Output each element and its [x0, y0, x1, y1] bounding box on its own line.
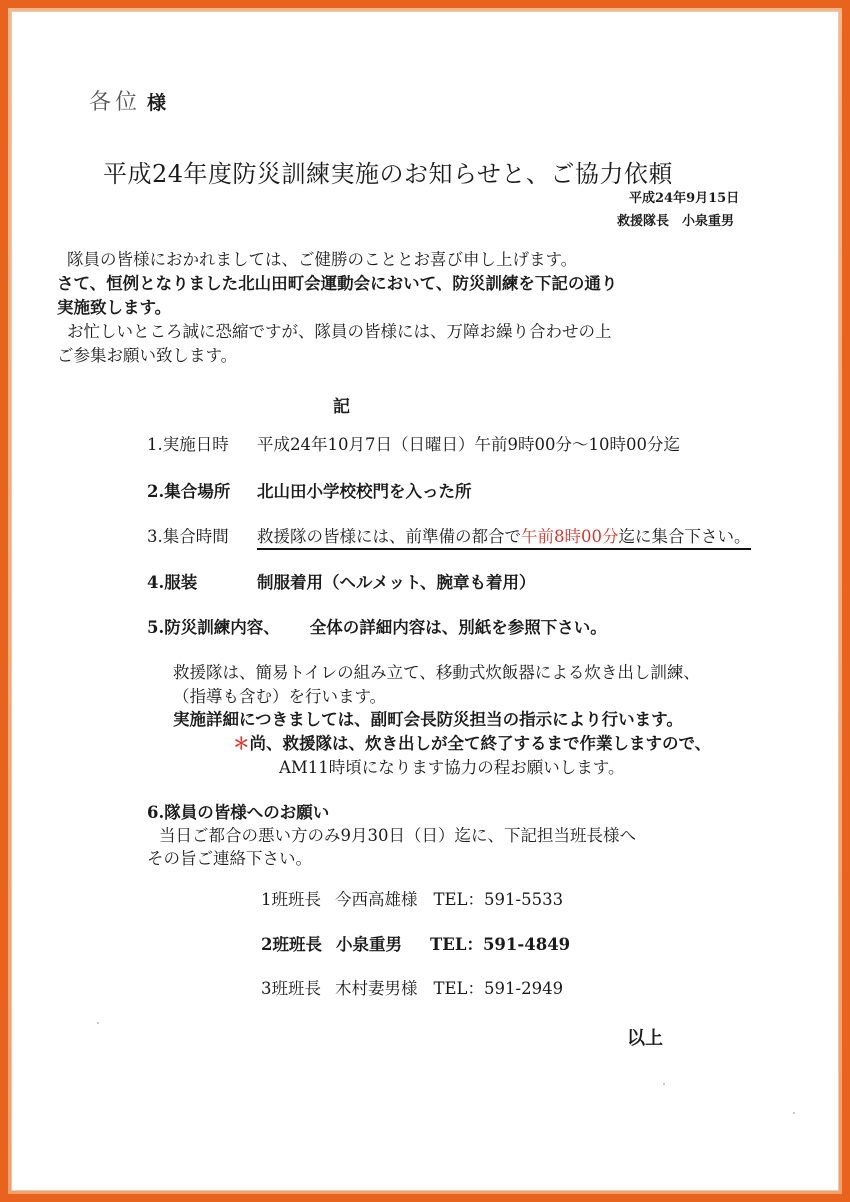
item-time-label: 3.集合時間	[147, 527, 229, 546]
addressee-suffix: 様	[147, 92, 167, 114]
closing-ijo: 以上	[627, 1028, 663, 1049]
leader-row	[261, 975, 563, 999]
document-page	[11, 11, 839, 1191]
request-label: 6.隊員の皆様へのお願い	[147, 803, 330, 822]
ki-heading: 記	[333, 397, 350, 417]
item-place	[147, 478, 472, 502]
leader-role: 2班班長	[261, 935, 322, 954]
note-line-1	[233, 730, 711, 754]
intro-line-3: 実施致します。	[57, 298, 172, 317]
item-date-value: 平成24年10月7日（日曜日）午前9時00分～10時00分迄	[257, 435, 680, 454]
scan-speck	[793, 1112, 795, 1114]
request-line-1: 当日ご都合の悪い方のみ9月30日（日）迄に、下記担当班長様へ	[159, 826, 636, 845]
addressee-handwritten: 各位	[89, 90, 142, 115]
item-time-red: 午前8時00分	[521, 527, 619, 546]
content-line-1: 救援隊は、簡易トイレの組み立て、移動式炊飯器による炊き出し訓練、	[173, 663, 700, 682]
note-line-2: AM11時頃になります協力の程お願いします。	[279, 758, 625, 777]
item-content-value: 全体の詳細内容は、別紙を参照下さい。	[309, 618, 607, 637]
leader-role: 3班班長	[261, 979, 321, 998]
note-line-1-text: 尚、救援隊は、炊き出しが全て終了するまで作業しますので、	[249, 734, 712, 753]
leader-row	[261, 931, 570, 955]
leader-name: 今西高雄様	[335, 890, 418, 909]
item-dress	[147, 569, 536, 593]
item-time-post: 迄に集合下さい。	[618, 527, 751, 546]
item-time	[147, 523, 751, 547]
item-content	[147, 614, 607, 638]
item-date	[147, 431, 680, 455]
item-place-value: 北山田小学校校門を入った所	[257, 482, 472, 501]
salutation	[89, 85, 166, 116]
frame-inner-border	[8, 8, 842, 1194]
leader-name: 木村妻男様	[335, 979, 418, 998]
leader-row	[261, 886, 563, 910]
document-author: 救援隊長 小泉重男	[617, 214, 735, 229]
leader-role: 1班班長	[261, 890, 321, 909]
item-place-label: 2.集合場所	[147, 482, 231, 501]
leader-tel: TEL：591-4849	[429, 935, 571, 954]
scan-speck	[663, 1083, 665, 1085]
item-date-label: 1.実施日時	[147, 435, 229, 454]
leader-name: 小泉重男	[335, 935, 402, 954]
intro-line-5: ご参集お願い致します。	[57, 346, 238, 365]
content-line-3: 実施詳細につきましては、副町会長防災担当の指示により行います。	[173, 710, 683, 729]
document-title: 平成24年度防災訓練実施のお知らせと、ご協力依頼	[103, 160, 673, 188]
item-dress-value: 制服着用（ヘルメット、腕章も着用）	[257, 573, 536, 592]
item-dress-label: 4.服装	[147, 573, 198, 592]
intro-line-4: お忙しいところ誠に恐縮ですが、隊員の皆様には、万障お繰り合わせの上	[67, 322, 612, 341]
request-line-2: その旨ご連絡下さい。	[147, 849, 312, 868]
scan-speck	[97, 1022, 99, 1024]
intro-line-1: 隊員の皆様におかれましては、ご健勝のこととお喜び申し上げます。	[67, 250, 578, 269]
asterisk-icon: ＊	[233, 734, 250, 753]
content-line-2: （指導も含む）を行います。	[173, 687, 387, 706]
document-date: 平成24年9月15日	[629, 191, 740, 206]
intro-line-2: さて、恒例となりました北山田町会運動会において、防災訓練を下記の通り	[57, 274, 618, 293]
item-content-label: 5.防災訓練内容、	[147, 618, 280, 637]
item-time-pre: 救援隊の皆様には、前準備の都合で	[257, 527, 521, 546]
item-time-value	[257, 527, 751, 550]
leader-tel: TEL：591-5533	[433, 890, 564, 909]
leader-tel: TEL：591-2949	[433, 979, 564, 998]
